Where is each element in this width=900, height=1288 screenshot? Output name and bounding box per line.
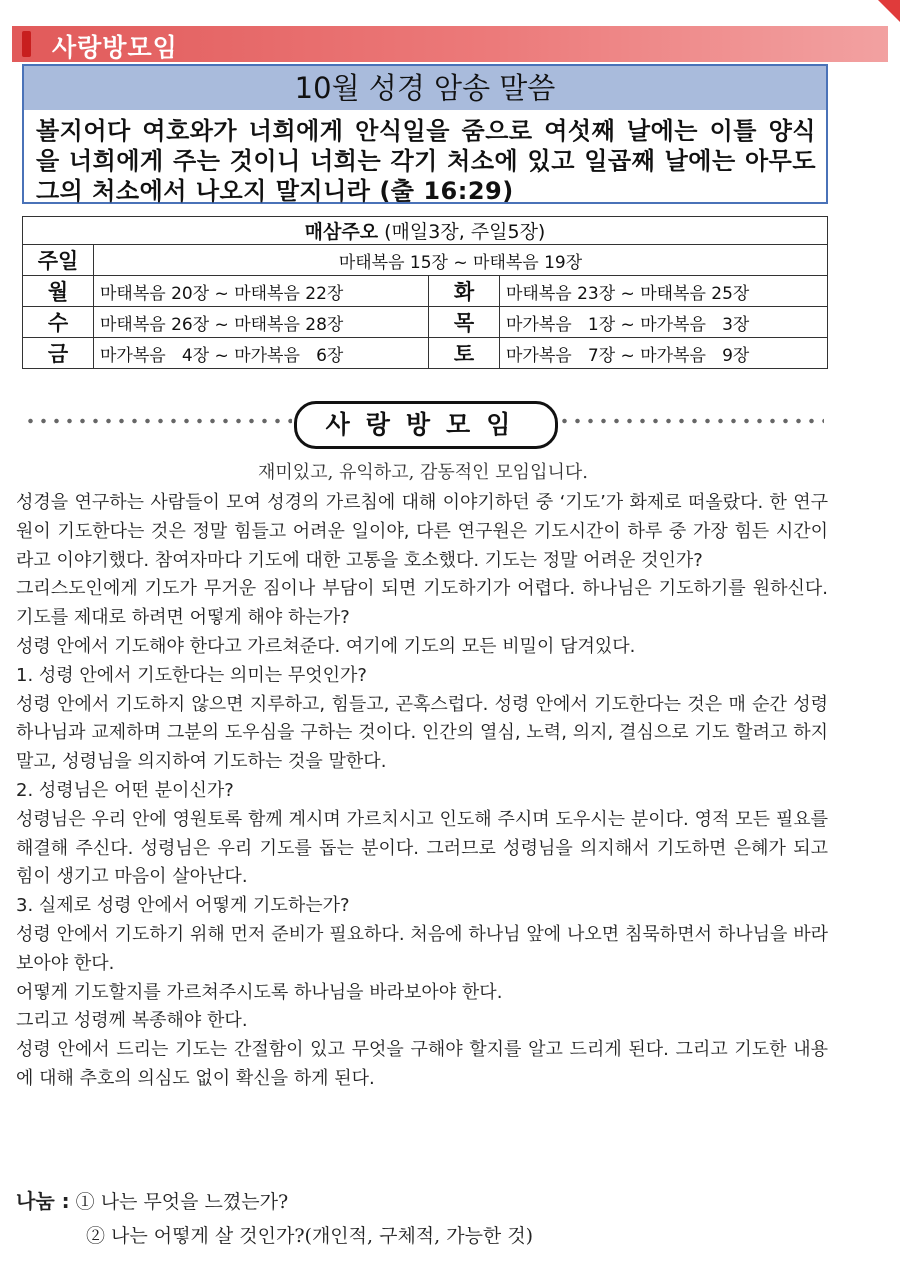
day-label: 수 — [23, 307, 94, 338]
paragraph: 성령 안에서 기도하기 위해 먼저 준비가 필요하다. 처음에 하나님 앞에 나오면 침묵하면서 하나님을 바라보아야 한다. — [16, 923, 828, 974]
reading-range: 마가복음 7장 ~ 마가복음 9장 — [500, 338, 828, 369]
reading-plan-sunday-row — [23, 245, 828, 276]
reading-range: 마가복음 1장 ~ 마가복음 3장 — [500, 307, 828, 338]
sharing-question-1: ① 나는 무엇을 느꼈는가? — [75, 1191, 289, 1213]
question-heading: 3. 실제로 성령 안에서 어떻게 기도하는가? — [16, 895, 350, 917]
paragraph: 성경을 연구하는 사람들이 모여 성경의 가르침에 대해 이야기하던 중 ‘기도’가 화제로 떠올랐다. 한 연구원이 기도한다는 것은 정말 힘들고 어려운 일이야, 다른 연구원은 기도시간이 하루 중 가장 힘든 시간이라고 이야기했다. 참여자마다 기도에 대한 고통을 호소했다. 기도는 정말 어려운 것인가? — [16, 492, 828, 571]
question-heading: 1. 성령 안에서 기도한다는 의미는 무엇인가? — [16, 664, 367, 686]
paragraph: 성령 안에서 드리는 기도는 간절함이 있고 무엇을 구해야 할지를 알고 드리게 된다. 그리고 기도한 내용에 대해 추호의 의심도 없이 확신을 하게 된다. — [16, 1039, 828, 1089]
reading-plan-row — [23, 338, 828, 369]
reading-range: 마가복음 4장 ~ 마가복음 6장 — [94, 338, 429, 369]
memory-verse-box — [22, 64, 828, 204]
reading-plan-subtitle: (매일3장, 주일5장) — [384, 221, 546, 243]
reading-plan-title: 매삼주오 — [304, 221, 379, 243]
paragraph: 그리스도인에게 기도가 무거운 짐이나 부담이 되면 기도하기가 어렵다. 하나님은 기도하기를 원하신다. 기도를 제대로 하려면 어떻게 해야 하는가? — [16, 578, 828, 629]
reading-plan-row — [23, 276, 828, 307]
reading-range: 마태복음 23장 ~ 마태복음 25장 — [500, 276, 828, 307]
paragraph: 성령 안에서 기도해야 한다고 가르쳐준다. 여기에 기도의 모든 비밀이 담겨있다. — [16, 635, 636, 657]
dotted-line-left — [24, 418, 292, 424]
paragraph: 그리고 성령께 복종해야 한다. — [16, 1010, 248, 1032]
reading-range: 마태복음 20장 ~ 마태복음 22장 — [94, 276, 429, 307]
reading-plan-table — [22, 216, 828, 369]
day-label: 화 — [429, 276, 500, 307]
reading-plan-header-row — [23, 217, 828, 245]
day-label: 금 — [23, 338, 94, 369]
header-bar — [12, 26, 888, 62]
section-subtitle: 재미있고, 유익하고, 감동적인 모임입니다. — [258, 462, 588, 483]
range-sunday: 마태복음 15장 ~ 마태복음 19장 — [94, 245, 828, 276]
paragraph: 성령 안에서 기도하지 않으면 지루하고, 힘들고, 곤혹스럽다. 성령 안에서 기도한다는 것은 매 순간 성령 하나님과 교제하며 그분의 도우심을 구하는 것이다. 인간의 열심, 노력, 의지, 결심으로 기도 할려고 하지 말고, 성령님을 의지하여 기도하는 것을 말한다. — [16, 693, 828, 773]
paragraph: 어떻게 기도할지를 가르쳐주시도록 하나님을 바라보아야 한다. — [16, 981, 503, 1003]
header-marker — [22, 31, 31, 57]
reading-plan-title-cell — [23, 217, 828, 245]
sharing-section — [16, 1184, 533, 1253]
sharing-question-2: ② 나는 어떻게 살 것인가?(개인적, 구체적, 가능한 것) — [86, 1225, 534, 1247]
question-heading: 2. 성령님은 어떤 분이신가? — [16, 779, 234, 801]
day-label: 토 — [429, 338, 500, 369]
memory-verse-text: 볼지어다 여호와가 너희에게 안식일을 줌으로 여섯째 날에는 이틀 양식을 너희에게 주는 것이니 너희는 각기 처소에 있고 일곱째 날에는 아무도 그의 처소에서 나오지 말지니라 (출 16:29) — [36, 117, 816, 205]
dotted-line-right — [558, 418, 824, 424]
sharing-row-2 — [16, 1219, 533, 1253]
reading-range: 마태복음 26장 ~ 마태복음 28장 — [94, 307, 429, 338]
day-label: 월 — [23, 276, 94, 307]
day-label: 목 — [429, 307, 500, 338]
memory-verse-title: 10월 성경 암송 말씀 — [24, 66, 826, 110]
sharing-label: 나눔 : — [16, 1189, 70, 1213]
section-divider — [24, 400, 824, 446]
header-title: 사랑방모임 — [52, 33, 178, 62]
article-body — [16, 489, 828, 1094]
corner-accent — [878, 0, 900, 22]
section-title: 사랑방모임 — [294, 401, 558, 449]
sharing-row-1 — [16, 1184, 533, 1219]
paragraph: 성령님은 우리 안에 영원토록 함께 계시며 가르치시고 인도해 주시며 도우시는 분이다. 영적 모든 필요를 해결해 주신다. 성령님은 우리 기도를 돕는 분이다. 그러므로 성령님을 의지해서 기도하면 은혜가 되고 힘이 생기고 마음이 살아난다. — [16, 808, 828, 888]
day-label-sunday: 주일 — [23, 245, 94, 276]
reading-plan-row — [23, 307, 828, 338]
